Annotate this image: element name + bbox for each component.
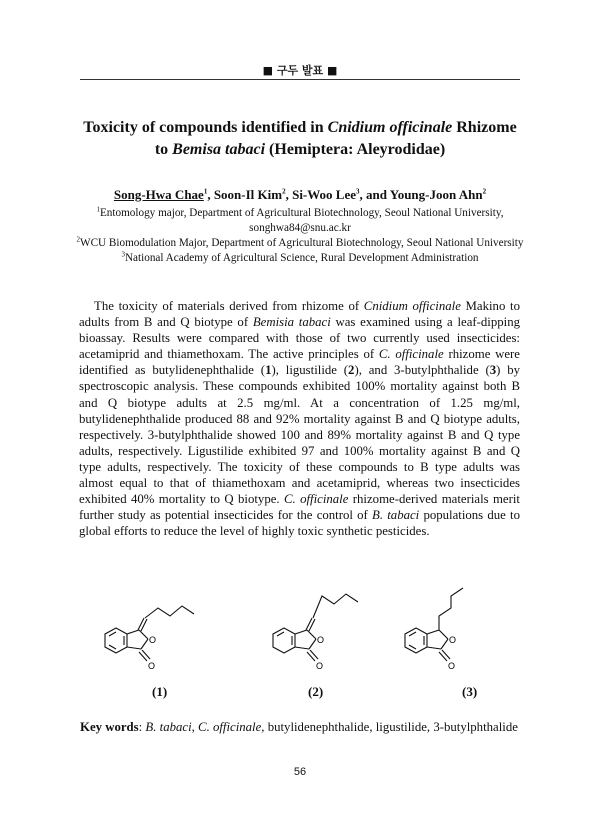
author-list (60, 187, 540, 203)
author-affiliation-mark: 3 (356, 187, 360, 196)
abstract-text: ), ligustilide ( (271, 363, 349, 378)
abstract-text: was examined using a leaf-dipping bioassay. Results were compared with those of two currently used insecticides: acetamiprid and thiamethoxam. The active principles of (79, 315, 521, 362)
keyword: B. tabaci (145, 720, 192, 734)
author-name: Soon-Il Kim (213, 187, 283, 202)
affiliation-mark: 3 (121, 250, 125, 259)
title-line-2 (60, 139, 540, 161)
species-name: Cnidium officinale (363, 299, 461, 313)
abstract-text: The toxicity of materials derived from rhizome of (94, 299, 364, 313)
page-number: 56 (293, 766, 307, 778)
author-affiliation-mark: 1 (203, 187, 208, 196)
author-separator: , (207, 187, 214, 202)
abstract (79, 298, 520, 539)
keywords-separator: : (138, 720, 146, 734)
affiliation (60, 221, 540, 236)
keywords-label: Key words (80, 720, 139, 734)
compound-label: (2) (308, 684, 324, 699)
ligustilide-structure-icon (240, 586, 370, 686)
author-affiliation-mark: 2 (282, 187, 286, 196)
author-separator: , (285, 187, 293, 202)
compound-label: (3) (462, 684, 478, 699)
author-email: songhwa84@snu.ac.kr (249, 222, 351, 234)
title-species: Cnidium officinale (327, 119, 453, 136)
compound-number: 1 (265, 363, 272, 378)
keywords-separator: , (191, 720, 199, 734)
affiliation (60, 206, 540, 221)
affiliation-mark: 1 (96, 205, 100, 214)
affiliation (60, 251, 540, 266)
abstract-text: ) by spectroscopic analysis. These compounds exhibited 100% mortality against both B and Q biotype adults at 2.5 mg/ml. At a concentration of 1.25 mg/ml, butylidenephthalide produced 88 and 92% mortality against B and Q biotype adults, respectively. 3-butylphthalide showed 100 and 89% mortality against B and Q type adults, respectively. Ligustilide exhibited 97 and 100% mortality against B and Q type adults, respectively. The toxicity of these compounds to B type adults was almost equal to that of thiamethoxam and acetamiprid, whereas two insecticides exhibited 40% mortality to Q biotype. (79, 363, 521, 507)
affiliations (60, 206, 540, 266)
species-name: C. officinale (283, 492, 349, 507)
keyword: butylidenephthalide, ligustilide, 3-butylphthalide (264, 720, 518, 734)
author-name: Young-Joon Ahn (389, 187, 483, 202)
oxygen-atom-label: O (317, 635, 325, 645)
butylidenephthalide-structure-icon (82, 586, 202, 686)
abstract-text: ), and 3-butylphthalide ( (354, 363, 490, 378)
species-name: B. tabaci (372, 508, 420, 523)
abstract-text: rhizome were identified as butylidenephthalide ( (79, 347, 520, 378)
compound-number: 2 (348, 363, 355, 378)
keywords (80, 720, 520, 735)
title-text: Rhizome (452, 119, 517, 136)
affiliation-text: WCU Biomodulation Major, Department of Agricultural Biotechnology, Seoul National University (80, 237, 524, 249)
title-text: (Hemiptera: Aleyrodidae) (265, 141, 446, 158)
oxygen-atom-label: O (149, 635, 157, 645)
header-rule (80, 79, 520, 80)
title-text: Toxicity of compounds identified in (83, 119, 328, 136)
keyword: C. officinale, (198, 720, 265, 734)
author-affiliation-mark: 2 (482, 187, 487, 196)
affiliation-text: Entomology major, Department of Agricultural Biotechnology, Seoul National University, (99, 207, 504, 219)
title-species: Bemisa tabaci (172, 141, 266, 158)
compound-number: 3 (489, 363, 497, 378)
butylphthalide-structure-icon (392, 586, 522, 686)
paper-title (60, 117, 540, 161)
oxygen-atom-label: O (148, 661, 156, 671)
title-line-1 (60, 117, 540, 139)
oxygen-atom-label: O (449, 635, 457, 645)
abstract-text: rhizome-derived materials merit further study as potential insecticides for the control of (79, 492, 520, 523)
affiliation-mark: 2 (76, 235, 81, 244)
affiliation (60, 236, 540, 251)
abstract-text: populations due to global efforts to reduce the level of highly toxic synthetic pesticides. (79, 508, 521, 539)
title-text: to (154, 141, 173, 158)
section-header: ■ 구두 발표 ■ (262, 64, 338, 77)
affiliation-text: National Academy of Agricultural Science, Rural Development Administration (124, 252, 479, 264)
oxygen-atom-label: O (448, 661, 456, 671)
oxygen-atom-label: O (316, 661, 324, 671)
species-name: Bemisia tabaci (252, 315, 331, 330)
author-name: Song-Hwa Chae (113, 187, 204, 202)
author-separator: , and (359, 187, 390, 202)
compound-label: (1) (152, 684, 168, 699)
author-name: Si-Woo Lee (292, 187, 357, 202)
abstract-text: Makino to adults from B and Q biotype of (79, 299, 520, 330)
species-name: C. officinale (378, 347, 444, 362)
